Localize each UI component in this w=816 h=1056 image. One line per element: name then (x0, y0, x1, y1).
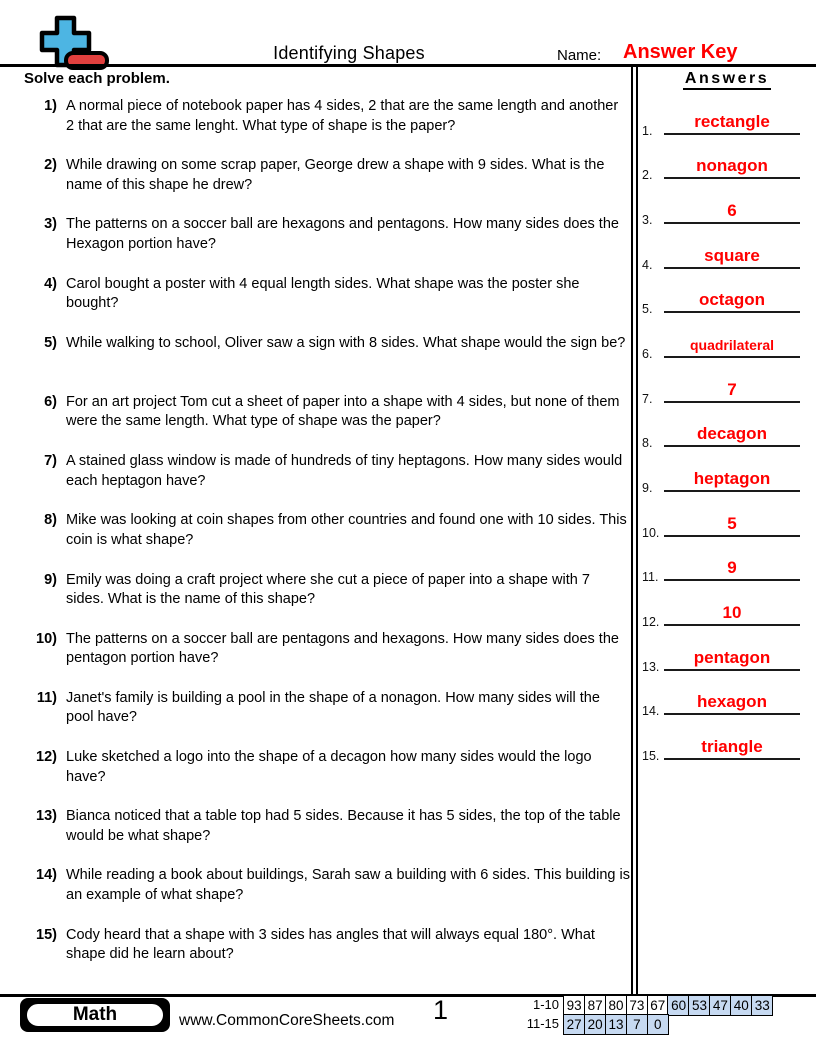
answers-heading (642, 70, 812, 88)
question-text: A stained glass window is made of hundreds of tiny heptagons. How many sides would each heptagon have? (66, 453, 623, 489)
question-number: 12) (36, 749, 57, 766)
answer-blank-line (664, 602, 800, 626)
answer-number: 6. (642, 346, 653, 361)
score-cell: 53 (688, 995, 710, 1016)
answer-value: 10 (722, 602, 742, 622)
question-row (30, 748, 630, 807)
score-cell: 60 (667, 995, 689, 1016)
question-row (30, 630, 630, 689)
answer-number: 1. (642, 123, 653, 138)
question-number: 13) (36, 808, 57, 825)
question-text: While walking to school, Oliver saw a sign with 8 sides. What shape would the sign be? (66, 334, 626, 351)
answer-number: 7. (642, 391, 653, 406)
answer-number: 9. (642, 480, 653, 495)
questions-list (30, 97, 630, 985)
score-row (524, 1014, 773, 1035)
question-text: Carol bought a poster with 4 equal length sides. What shape was the poster she bought? (66, 275, 580, 312)
answer-value: nonagon (696, 156, 768, 176)
answer-number: 5. (642, 302, 653, 317)
answer-number: 3. (642, 212, 653, 227)
question-text: Bianca noticed that a table top had 5 sides. Because it has 5 sides, the top of the table would be what shape? (66, 808, 621, 844)
score-cell: 33 (751, 995, 773, 1016)
question-row (30, 571, 630, 630)
answer-row (638, 721, 814, 766)
answers-list (638, 96, 814, 766)
name-label: Name: (557, 47, 602, 64)
answer-blank-line (664, 200, 800, 224)
answer-number: 8. (642, 436, 653, 451)
answer-number: 13. (642, 659, 660, 674)
answer-row (638, 543, 814, 588)
question-row (30, 866, 630, 925)
answer-row (638, 409, 814, 454)
answer-number: 4. (642, 257, 653, 272)
instructions-text: Solve each problem. (24, 70, 170, 87)
answer-value: 7 (727, 379, 737, 399)
answer-blank-line (664, 513, 800, 537)
answer-row (638, 185, 814, 230)
answer-value: 9 (727, 558, 737, 578)
score-row (524, 995, 773, 1016)
score-cell: 13 (605, 1014, 627, 1035)
score-cell: 87 (584, 995, 606, 1016)
answers-column-divider (631, 67, 638, 994)
score-cell: 7 (626, 1014, 648, 1035)
answers-heading-label: Answers (683, 70, 771, 90)
question-text: Janet's family is building a pool in the shape of a nonagon. How many sides will the pool have? (66, 689, 600, 726)
answer-row (638, 453, 814, 498)
answer-number: 11. (642, 570, 659, 585)
question-text: The patterns on a soccer ball are hexagons and pentagons. How many sides does the Hexagon portion have? (66, 216, 619, 252)
question-row (30, 511, 630, 570)
answer-row (638, 587, 814, 632)
website-text: www.CommonCoreSheets.com (179, 1012, 395, 1029)
question-number: 6) (44, 393, 57, 410)
answer-blank-line (664, 557, 800, 581)
question-number: 4) (44, 275, 57, 292)
question-row (30, 452, 630, 511)
answer-row (638, 275, 814, 320)
question-text: While drawing on some scrap paper, George drew a shape with 9 sides. What is the name of this shape he drew? (66, 157, 605, 193)
answer-value: triangle (701, 736, 763, 756)
answer-blank-line (664, 691, 800, 715)
score-cell: 73 (626, 995, 648, 1016)
question-text: Mike was looking at coin shapes from other countries and found one with 10 sides. This coin is what shape? (66, 512, 627, 548)
question-row (30, 926, 630, 985)
answer-blank-line (664, 245, 800, 269)
answer-row (638, 230, 814, 275)
question-number: 14) (36, 867, 57, 884)
answer-blank-line (664, 736, 800, 760)
answer-row (638, 632, 814, 677)
answer-value: hexagon (697, 692, 767, 712)
answer-value: octagon (698, 290, 766, 310)
answer-value: rectangle (694, 111, 770, 131)
answer-blank-line (664, 468, 800, 492)
question-number: 11) (36, 689, 57, 706)
score-cell: 93 (563, 995, 585, 1016)
question-row (30, 689, 630, 748)
answer-number: 15. (642, 748, 660, 763)
answer-blank-line (664, 111, 800, 135)
subject-badge-label: Math (25, 1002, 165, 1028)
question-number: 2) (44, 157, 57, 174)
question-number: 9) (44, 571, 57, 588)
question-text: Luke sketched a logo into the shape of a decagon how many sides would the logo have? (66, 749, 592, 785)
score-row-label: 11-15 (526, 1016, 559, 1031)
question-number: 5) (44, 334, 57, 351)
question-text: While reading a book about buildings, Sarah saw a building with 6 sides. This building is an example of what shape? (66, 867, 630, 903)
score-row-label: 1-10 (532, 997, 559, 1012)
answer-value: square (704, 245, 760, 265)
answer-value: heptagon (693, 468, 771, 488)
answer-value: quadrilateral (689, 336, 775, 353)
answer-value: decagon (697, 424, 767, 444)
page-number: 1 (433, 995, 449, 1025)
answer-row (638, 677, 814, 722)
question-text: The patterns on a soccer ball are pentagons and hexagons. How many sides does the pentagon portion have? (66, 630, 619, 667)
answer-key-text: Answer Key (623, 41, 738, 63)
answer-row (638, 498, 814, 543)
question-row (30, 334, 630, 393)
answer-row (638, 141, 814, 186)
question-number: 1) (44, 98, 57, 114)
score-cell: 80 (605, 995, 627, 1016)
answer-row (638, 319, 814, 364)
score-cell: 40 (730, 995, 752, 1016)
question-text: Emily was doing a craft project where she cut a piece of paper into a shape with 7 sides. What is the name of this shape? (66, 571, 590, 607)
header-divider-line (0, 64, 816, 67)
subject-badge (20, 998, 170, 1032)
question-number: 10) (36, 630, 57, 647)
question-text: Cody heard that a shape with 3 sides has angles that will always equal 180°. What shape did he learn about? (66, 926, 595, 963)
score-cell: 0 (647, 1014, 669, 1035)
answer-blank-line (664, 155, 800, 179)
answer-number: 10. (642, 525, 660, 540)
question-number: 7) (44, 453, 57, 470)
question-number: 8) (44, 512, 57, 529)
answer-blank-line (664, 423, 800, 447)
answer-blank-line (664, 379, 800, 403)
score-cells (563, 995, 773, 1016)
score-cell: 27 (563, 1014, 585, 1035)
answer-value: pentagon (693, 647, 771, 667)
answer-blank-line (664, 335, 800, 358)
answer-row (638, 96, 814, 141)
answer-value: 5 (727, 513, 737, 533)
answer-value: 6 (727, 200, 737, 220)
answer-number: 14. (642, 704, 660, 719)
score-cell: 47 (709, 995, 731, 1016)
question-row (30, 393, 630, 452)
question-number: 3) (44, 216, 57, 233)
question-row (30, 97, 630, 156)
score-table (524, 995, 773, 1035)
score-cells (563, 1014, 669, 1035)
question-row (30, 807, 630, 866)
question-row (30, 156, 630, 215)
question-row (30, 215, 630, 274)
answer-number: 12. (642, 614, 660, 629)
answer-number: 2. (642, 168, 653, 183)
question-row (30, 275, 630, 334)
score-cell: 20 (584, 1014, 606, 1035)
score-cell: 67 (647, 995, 669, 1016)
answer-blank-line (664, 289, 800, 313)
question-number: 15) (36, 926, 57, 943)
question-text: For an art project Tom cut a sheet of paper into a shape with 4 sides, but none of them were the same length. What type of shape was the paper? (66, 393, 620, 430)
answer-row (638, 364, 814, 409)
question-text: A normal piece of notebook paper has 4 sides, 2 that are the same length and another 2 that are the same lenght. What type of shape is the paper? (66, 98, 619, 134)
worksheet-title: Identifying Shapes (273, 43, 425, 63)
answer-blank-line (664, 647, 800, 671)
